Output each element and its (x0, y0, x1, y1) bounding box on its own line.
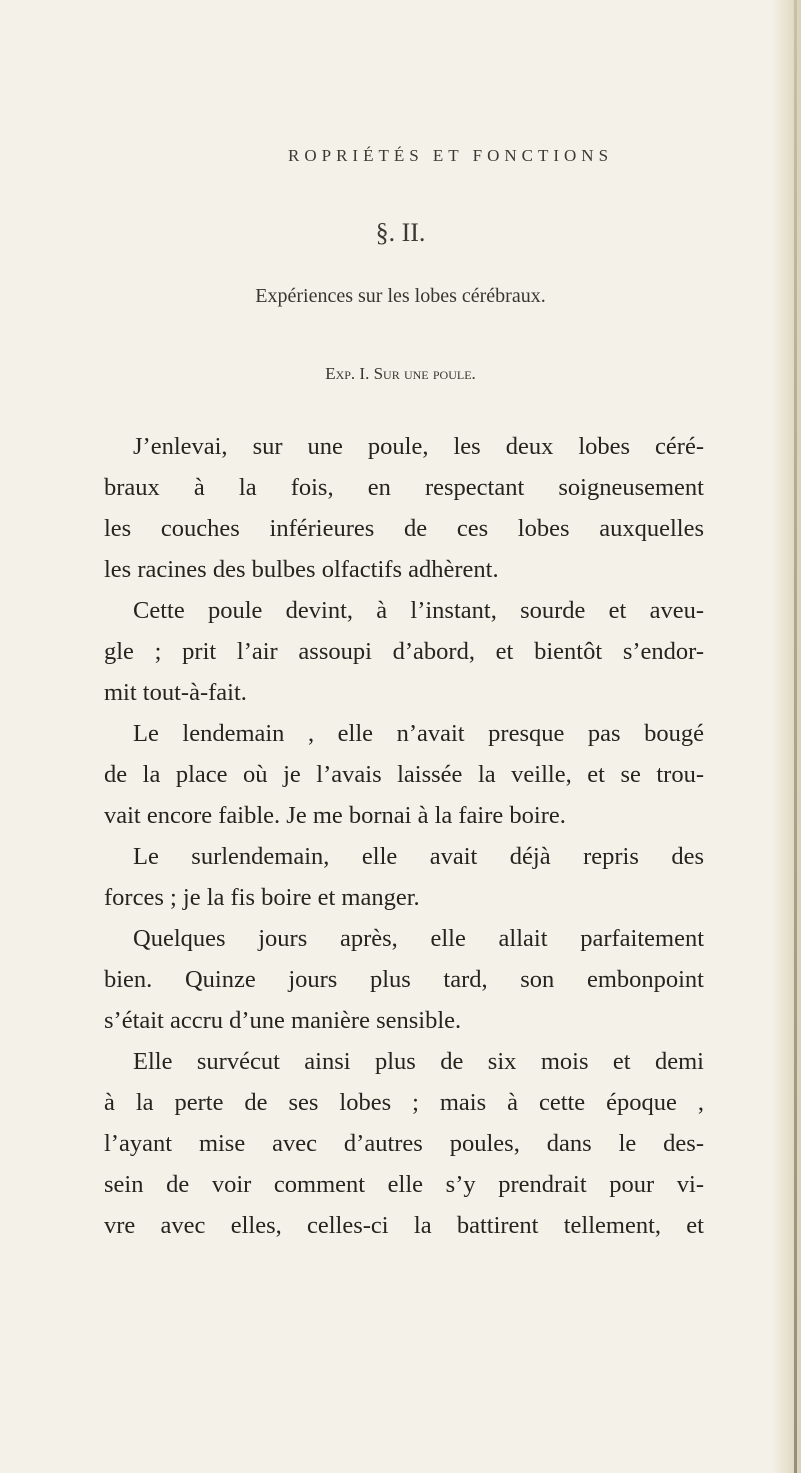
paragraph (104, 426, 704, 590)
text-line: sein de voir comment elle s’y prendrait pour vi- (104, 1171, 704, 1198)
paragraph (104, 1041, 704, 1246)
text-line: Cette poule devint, à l’instant, sourde et aveu- (133, 597, 704, 624)
text-line: vait encore faible. Je me bornai à la faire boire. (104, 802, 566, 829)
text-line: Le surlendemain, elle avait déjà repris des (133, 843, 704, 870)
paragraph (104, 713, 704, 836)
text-line: bien. Quinze jours plus tard, son embonpoint (104, 966, 704, 993)
text-line: braux à la fois, en respectant soigneusement (104, 474, 704, 501)
text-line: les racines des bulbes olfactifs adhèrent. (104, 556, 499, 583)
text-line: J’enlevai, sur une poule, les deux lobes céré- (133, 433, 704, 460)
text-line: vre avec elles, celles-ci la battirent tellement, et (104, 1212, 704, 1239)
section-mark: §. II. (375, 218, 426, 247)
text-line: de la place où je l’avais laissée la veille, et se trou- (104, 761, 704, 788)
experiment-title: Exp. I. Sur une poule. (325, 364, 476, 383)
paragraph (104, 918, 704, 1041)
paragraph (104, 590, 704, 713)
text-line: s’était accru d’une manière sensible. (104, 1007, 462, 1034)
text-line: Le lendemain , elle n’avait presque pas bougé (133, 720, 704, 747)
paragraph (104, 836, 704, 918)
text-line: gle ; prit l’air assoupi d’abord, et bientôt s’endor- (104, 638, 704, 665)
text-line: à la perte de ses lobes ; mais à cette époque , (104, 1089, 704, 1116)
running-head: ROPRIÉTÉS ET FONCTIONS (288, 146, 614, 165)
text-line: Quelques jours après, elle allait parfaitement (133, 925, 704, 952)
text-line: l’ayant mise avec d’autres poules, dans le des- (104, 1130, 704, 1157)
text-line: Elle survécut ainsi plus de six mois et demi (133, 1048, 704, 1075)
section-subtitle: Expériences sur les lobes cérébraux. (255, 285, 546, 307)
text-line: forces ; je la fis boire et manger. (104, 884, 420, 911)
body-text (104, 426, 704, 1246)
text-line: les couches inférieures de ces lobes auxquelles (104, 515, 704, 542)
text-line: mit tout-à-fait. (104, 679, 247, 706)
